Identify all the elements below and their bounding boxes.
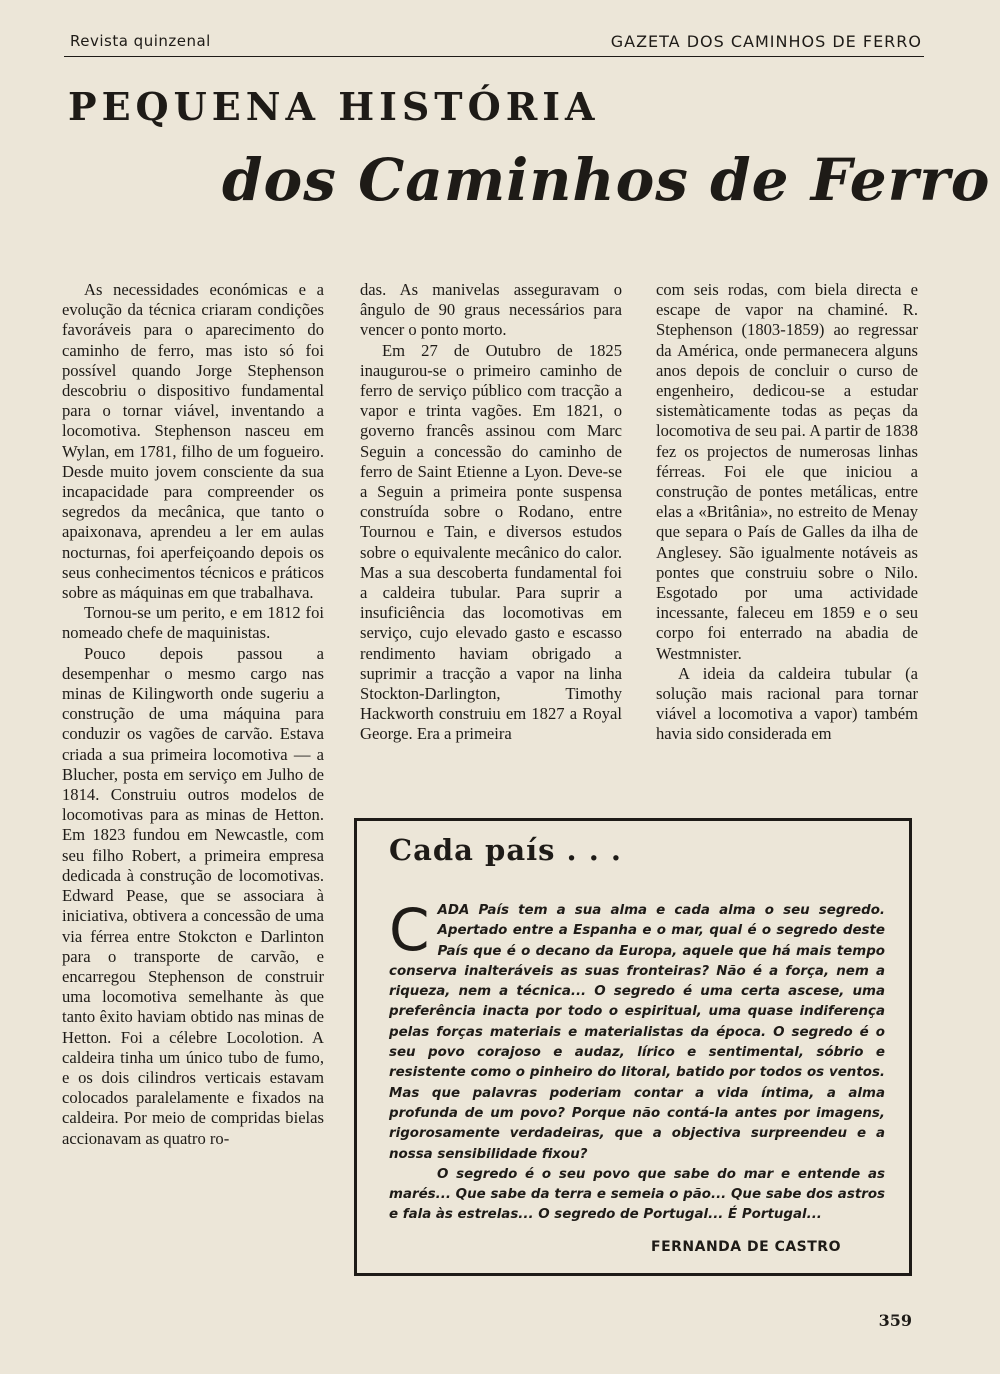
drop-cap: C <box>389 896 430 964</box>
paragraph: das. As manivelas asseguravam o ângulo de 90 graus necessários para vencer o ponto morto. <box>360 280 622 340</box>
article-title-line2: dos Caminhos de Ferro <box>222 146 991 214</box>
sidebar-title: Cada país . . . <box>389 833 623 867</box>
sidebar-paragraph-text: ADA País tem a sua alma e cada alma o seu segredo. Apertado entre a Espanha e o mar, qual é o segredo deste País que é o decano da Europa, aquele que há mais tempo conserva inalteráveis as suas fronteiras? Não é a força, nem a riqueza, nem a técnica... O segredo é uma certa ascese, uma preferência inacta por todo o espiritual, uma quase indiferença pelas forças materiais e materialistas da época. O segredo é o seu povo corajoso e audaz, lírico e sentimental, sóbrio e resistente como o pinheiro do litoral, batido por todos os ventos. Mas que palavras poderiam contar a vida íntima, a alma profunda de um povo? Porque não contá-la antes por imagens, rigorosamente verdadeiras, que a objectiva surpreendeu e a nossa sensibilidade fixou? <box>389 903 885 1162</box>
header-rule <box>64 56 924 57</box>
paragraph: com seis rodas, com biela directa e escape de vapor na chaminé. R. Stephenson (1803-1859) ao regressar da América, onde permanecera alguns anos depois de concluir o curso de engenheiro, dedicou-se a estudar sistemàticamente todas as peças da locomotiva de seu pai. A partir de 1838 fez os projectos de numerosas linhas férreas. Foi ele que iniciou a construção de pontes metálicas, entre elas a «Britânia», no estreito de Menay que separa o País de Galles da ilha de Anglesey. São igualmente notáveis as pontes que construiu sobre o Nilo. Esgotado por uma actividade incessante, faleceu em 1859 e o seu corpo foi enterrado na abadia de Westmnister. <box>656 280 918 663</box>
article-column-3 <box>656 280 918 745</box>
sidebar-author: FERNANDA DE CASTRO <box>651 1239 841 1255</box>
sidebar-paragraph <box>389 896 885 1165</box>
paragraph: As necessidades económicas e a evolução da técnica criaram condições favoráveis para o aparecimento do caminho de ferro, mas isto só foi possível quando Jorge Stephenson descobriu o dispositivo fundamental para o tornar viável, inventando a locomotiva. Stephenson nasceu em Wylan, em 1781, filho de um fogueiro. Desde muito jovem consciente da sua incapacidade para compreender os segredos da mecânica, que tanto o apaixonava, aprendeu a ler em aulas nocturnas, foi aperfeiçoando depois os seus conhecimentos técnicos e práticos sobre as máquinas em que trabalhava. <box>62 280 324 603</box>
paragraph: A ideia da caldeira tubular (a solução mais racional para tornar viável a locomotiva a vapor) também havia sido considerada em <box>656 663 918 744</box>
sidebar-paragraph: O segredo é o seu povo que sabe do mar e entende as marés... Que sabe da terra e semeia o pão... Que sabe dos astros e fala às estrelas... O segredo de Portugal... É Portugal... <box>389 1166 885 1223</box>
sidebar-box <box>354 818 912 1276</box>
article-column-2 <box>360 280 622 745</box>
header-left: Revista quinzenal <box>70 32 211 50</box>
paragraph: Tornou-se um perito, e em 1812 foi nomeado chefe de maquinistas. <box>62 603 324 643</box>
article-title-line1: PEQUENA HISTÓRIA <box>68 84 600 129</box>
header-right: GAZETA DOS CAMINHOS DE FERRO <box>610 32 922 51</box>
paragraph: Em 27 de Outubro de 1825 inaugurou-se o primeiro caminho de ferro de serviço público com tracção a vapor e trinta vagões. Em 1821, o governo francês assinou com Marc Seguin a concessão do caminho de ferro de Saint Etienne a Lyon. Deve-se a Seguin a primeira ponte suspensa construída sobre o Rodano, entre Tournou e Tain, e diversos estudos sobre o equivalente mecânico do calor. Mas a sua descoberta fundamental foi a caldeira tubular. Para suprir a insuficiência das locomotivas em serviço, cujo elevado gasto e escasso rendimento haviam obrigado a suprimir a tracção a vapor na linha Stockton-Darlington, Timothy Hackworth construiu em 1827 a Royal George. Era a primeira <box>360 340 622 744</box>
article-column-1 <box>62 280 324 1149</box>
paragraph: Pouco depois passou a desempenhar o mesmo cargo nas minas de Kilingworth onde sugeriu a construção de uma máquina para conduzir os vagões de carvão. Estava criada a sua primeira locomotiva — a Blucher, posta em serviço em Julho de 1814. Construiu outros modelos de locomotivas para as minas de Hetton. Em 1823 fundou em Newcastle, com seu filho Robert, a primeira empresa dedicada à construção de locomotivas. Edward Pease, que se associara à iniciativa, obtivera a concessão de uma via férrea entre Stokcton e Darlinton para o transporte de carvão, e encarregou Stephenson de construir uma locomotiva semelhante às que tanto êxito haviam obtido nas minas de Hetton. Foi a célebre Locolotion. A caldeira tinha um único tubo de fumo, e os dois cilindros verticais estavam colocados paralelamente e fixados na caldeira. Por meio de compridas bielas accionavam as quatro ro- <box>62 643 324 1148</box>
sidebar-text <box>389 896 885 1226</box>
page-number: 359 <box>878 1311 912 1330</box>
